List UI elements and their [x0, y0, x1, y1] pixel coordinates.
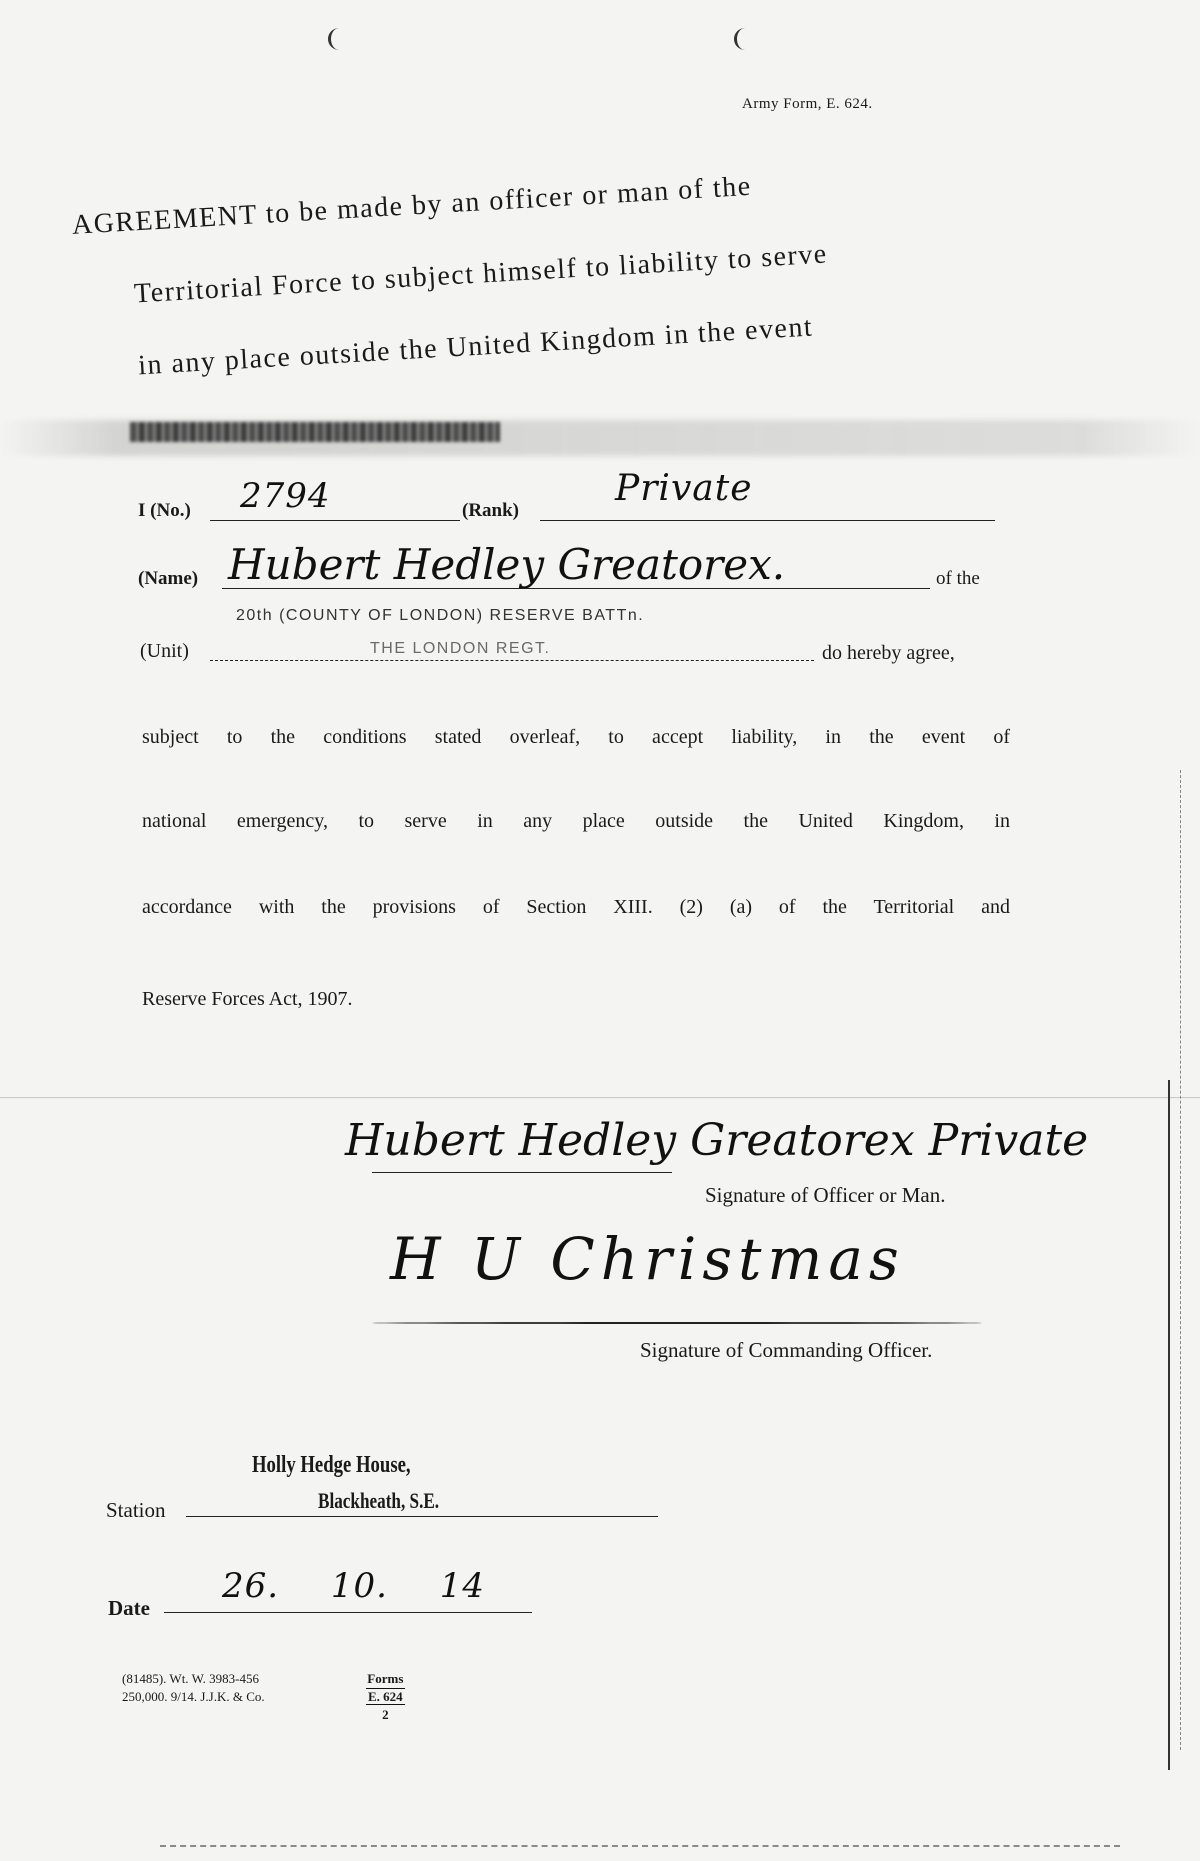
body-line-3: accordance with the provisions of Section XIII. (2) (a) of the Territorial and	[142, 896, 1010, 918]
page-edge-line	[1168, 1080, 1170, 1770]
date-label: Date	[108, 1596, 150, 1620]
punch-hole-mark	[328, 28, 345, 50]
unit-stamp-line-1: 20th (COUNTY OF LONDON) RESERVE BATTn.	[236, 607, 645, 624]
forms-sub-number: 2	[382, 1707, 389, 1722]
rank-label: (Rank)	[462, 500, 520, 521]
rank-rule	[540, 520, 995, 521]
man-signature: Hubert Hedley Greatorex Private	[345, 1115, 1089, 1166]
forms-number: E. 624	[368, 1689, 403, 1704]
name-value: Hubert Hedley Greatorex.	[228, 540, 786, 589]
printer-info-line-2: 250,000. 9/14. J.J.K. & Co.	[122, 1689, 265, 1704]
body-line-1: subject to the conditions stated overleaf, to accept liability, in the event of	[142, 726, 1010, 748]
officer-signature: H U Christmas	[390, 1225, 905, 1293]
forms-label: Forms	[367, 1671, 404, 1686]
man-signature-caption: Signature of Officer or Man.	[705, 1183, 946, 1207]
station-stamp-line-1: Holly Hedge House,	[252, 1452, 411, 1478]
do-hereby-agree-text: do hereby agree,	[822, 642, 955, 664]
station-rule	[186, 1516, 658, 1517]
number-rule	[210, 520, 460, 521]
body-line-4: Reserve Forces Act, 1907.	[142, 988, 353, 1010]
page-edge-mark	[1180, 770, 1181, 1750]
unit-label: (Unit)	[140, 640, 189, 662]
officer-signature-caption: Signature of Commanding Officer.	[640, 1338, 933, 1362]
fold-crease	[0, 1097, 1200, 1098]
unit-rule	[210, 660, 814, 661]
agreement-heading	[70, 136, 1011, 405]
struck-out-text	[130, 422, 500, 442]
unit-stamp-line-2: THE LONDON REGT.	[370, 640, 551, 657]
printer-info	[122, 1670, 265, 1706]
body-line-2: national emergency, to serve in any place outside the United Kingdom, in	[142, 810, 1010, 832]
form-number: Army Form, E. 624.	[742, 96, 873, 112]
forms-reference	[366, 1670, 405, 1724]
punch-hole-mark	[734, 28, 751, 50]
heading-line-2: Territorial Force to subject himself to liability to serve	[133, 238, 829, 310]
number-label: I (No.)	[138, 500, 191, 521]
station-stamp-line-2: Blackheath, S.E.	[318, 1488, 440, 1513]
bottom-edge-marks	[160, 1815, 1120, 1847]
man-signature-rule	[372, 1172, 672, 1173]
heading-line-3: in any place outside the United Kingdom in the event	[137, 311, 814, 382]
name-label: (Name)	[138, 568, 199, 589]
number-value: 2794	[240, 476, 331, 516]
rank-value: Private	[615, 468, 753, 509]
heading-line-1: AGREEMENT to be made by an officer or man of the	[71, 170, 753, 241]
date-rule	[164, 1612, 532, 1613]
of-the-text: of the	[936, 568, 980, 589]
station-label: Station	[106, 1498, 166, 1522]
date-value: 26. 10. 14	[222, 1566, 486, 1606]
printer-info-line-1: (81485). Wt. W. 3983-456	[122, 1671, 259, 1686]
officer-signature-rule	[372, 1322, 982, 1324]
